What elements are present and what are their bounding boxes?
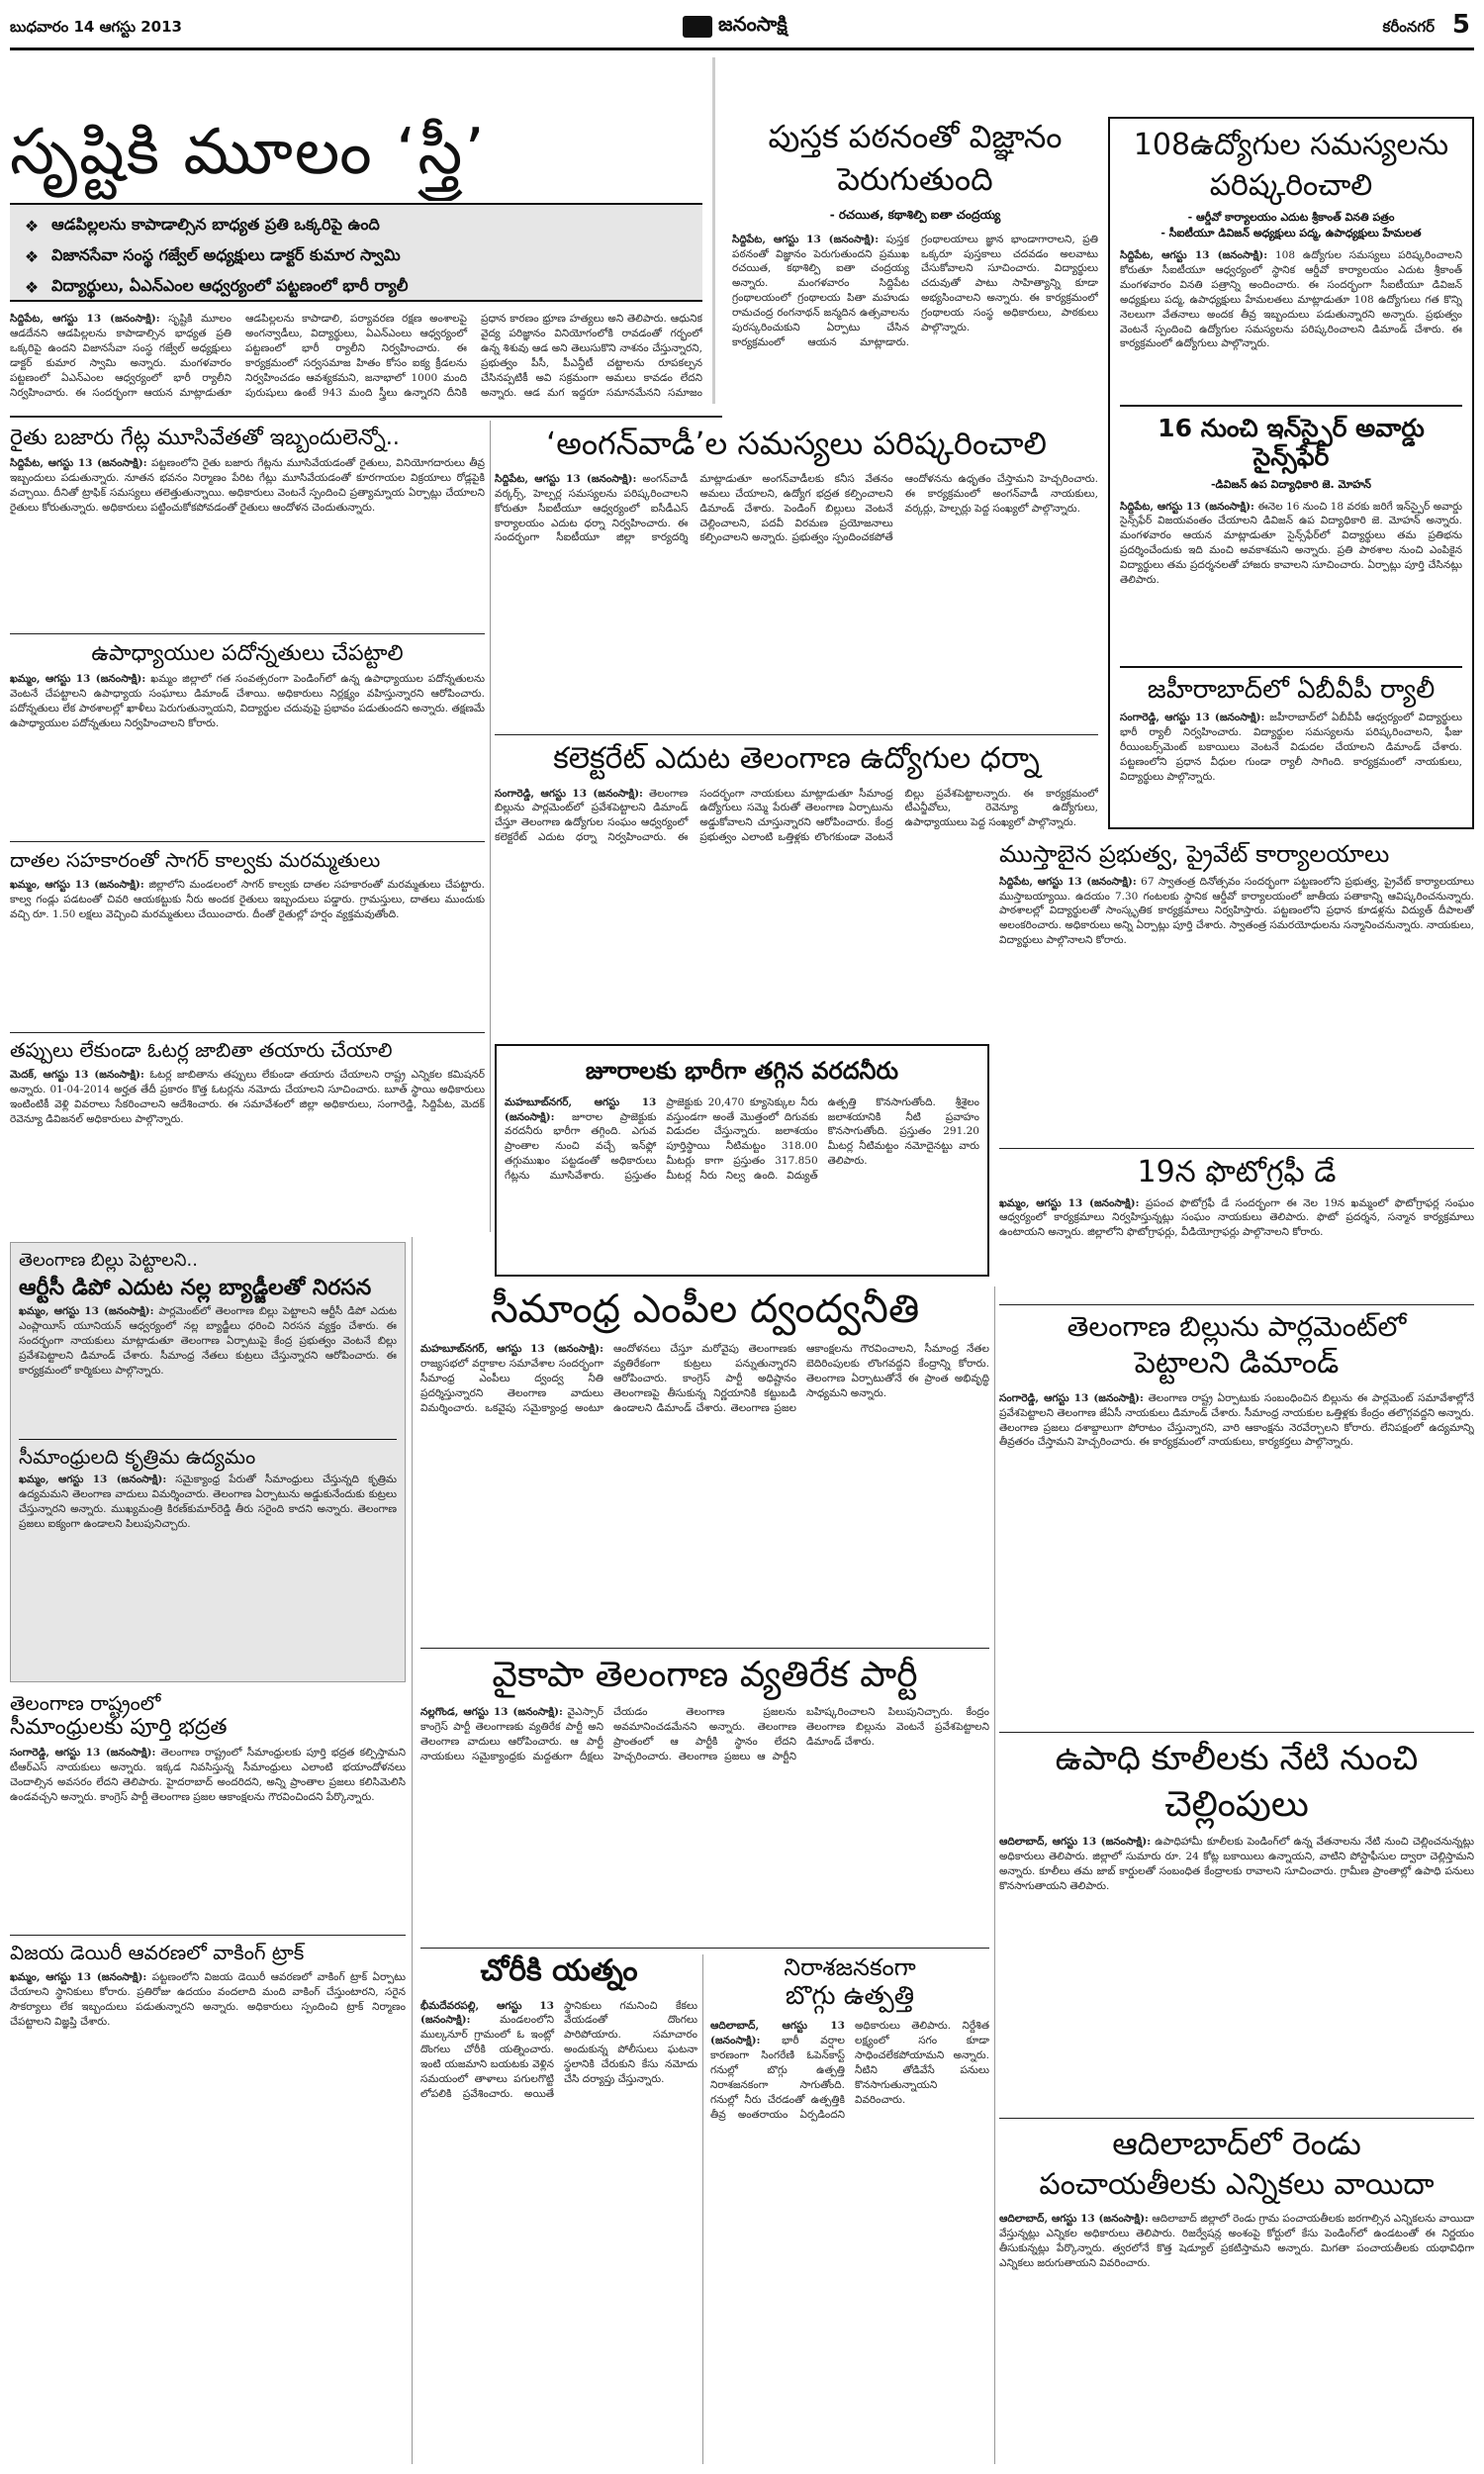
lead-headline: సృష్టికి మూలం ‘స్త్రీ’: [10, 117, 487, 189]
books-byline: - రచయిత, కథాశిల్పి ఐతా చంద్రయ్య: [829, 207, 1001, 222]
security-body: సంగారెడ్డి, ఆగస్టు 13 (జనంసాక్షి): తెలంగాణ రాష్ట్రంలో సీమాంధ్రులకు పూర్తి భద్రత కల్పిస్తామని టీఆర్ఎస్ నాయకులు అన్నారు. ఇక్కడ నివసిస్తున్న సీమాంధ్రులు ఎలాంటి భయాందోళనలు చెందాల్సిన అవసరం లేదని తెలిపారు. హైదరాబాద్ అందరిదని, అన్ని ప్రాంతాల ప్రజలు కలిసిమెలిసి ఉండవచ్చని అన్నారు. కాంగ్రెస్ పార్టీ తెలంగాణ ప్రజల ఆకాంక్షలను గౌరవించిందని పేర్కొన్నారు.: [10, 1747, 406, 1804]
rythu-headline: రైతు బజారు గేట్ల మూసివేతతో ఇబ్బందులెన్నో..: [10, 426, 400, 450]
employees-headline-1: 108ఉద్యోగుల సమస్యలను: [1133, 128, 1449, 162]
books-body: సిద్దిపేట, ఆగస్టు 13 (జనంసాక్షి): పుస్తక పఠనంతో విజ్ఞానం పెరుగుతుందని ప్రముఖ రచయిత, కథాశిల్పి ఐతా చంద్రయ్య అన్నారు. మంగళవారం సిద్దిపేట గ్రంథాలయంలో గ్రంథాలయ పితా మహుడు రామచంద్ర రంగనాథన్ జన్మదిన ఉత్సవాలను పురస్కరించుకుని ఏర్పాటు చేసిన కార్యక్రమంలో ఆయన మాట్లాడారు. గ్రంథాలయాలు జ్ఞాన భాండాగారాలని, ప్రతి ఒక్కరూ పుస్తకాలు చదవడం అలవాటు చేసుకోవాలని సూచించారు. విద్యార్థులు చదువుతో పాటు సాహిత్యాన్ని కూడా అభ్యసించాలని అన్నారు. ఈ కార్యక్రమంలో గ్రంథాలయ సంస్థ అధికారులు, పాఠకులు పాల్గొన్నారు.: [732, 233, 1098, 348]
coal-headline-2: బొగ్గు ఉత్పత్తి: [785, 1980, 915, 2011]
bullet-diamond-icon: ❖: [24, 278, 40, 297]
bullet-3: ❖ విద్యార్థులు, ఏఎన్ఎంల ఆధ్వర్యంలో పట్టణంలో భారీ ర్యాలీ: [24, 276, 409, 297]
rythu-body: సిద్దిపేట, ఆగస్టు 13 (జనంసాక్షి): పట్టణంలోని రైతు బజారు గేట్లను మూసివేయడంతో రైతులు, వినియోగదారులు తీవ్ర ఇబ్బందులు పడుతున్నారు. నూతన భవనం నిర్మాణం పేరిట గేట్లు మూసివేయడంతో కూరగాయల విక్రయాలు రోడ్లపైకి వచ్చాయి. దీనితో ట్రాఫిక్ సమస్యలు తలెత్తుతున్నాయి. అధికారులు వెంటనే స్పందించి ప్రత్యామ్నాయ ఏర్పాట్లు చేయాలని రైతులు కోరుతున్నారు. అధికారులు పట్టించుకోకపోవడంతో రైతులు ఆందోళన చెందుతున్నారు.: [10, 457, 485, 515]
bullet-2: ❖ విజానసేవా సంస్థ గజ్వేల్ అధ్యక్షులు డాక్టర్ కుమార స్వామి: [24, 245, 401, 266]
seemandhra-body: మహబూబ్‌నగర్, ఆగస్టు 13 (జనంసాక్షి): రాజ్యసభలో వర్షాకాల సమావేశాల సందర్భంగా సీమాంధ్ర ఎంపీలు ద్వంద్వ నీతి ప్రదర్శిస్తున్నారని తెలంగాణ వాదులు విమర్శించారు. ఒకవైపు సమైక్యాంధ్ర అంటూ ఆందోళనలు చేస్తూ మరోవైపు తెలంగాణకు వ్యతిరేకంగా కుట్రలు పన్నుతున్నారని ఆరోపించారు. కాంగ్రెస్ పార్టీ అధిష్టానం తెలంగాణపై తీసుకున్న నిర్ణయానికి కట్టుబడి ఉండాలని డిమాండ్ చేశారు. తెలంగాణ ప్రజల ఆకాంక్షలను గౌరవించాలని, సీమాంధ్ర నేతల బెదిరింపులకు లొంగవద్దని కేంద్రాన్ని కోరారు. తెలంగాణ ఏర్పాటుతోనే ఈ ప్రాంత అభివృద్ధి సాధ్యమని అన్నారు.: [420, 1343, 989, 1414]
paper-name: జనంసాక్షి: [718, 12, 788, 36]
coal-headline-1: నిరాశజనకంగా: [784, 1954, 916, 1981]
upadhi-story: [999, 1740, 1474, 2116]
sagar-body: ఖమ్మం, ఆగస్టు 13 (జనంసాక్షి): జిల్లాలోని మండలంలో సాగర్ కాల్వకు దాతల సహకారంతో మరమ్మతులు చేపట్టారు. కాల్వ గండ్లు పడటంతో చివరి ఆయకట్టుకు నీరు అందక రైతులు ఇబ్బందులు పడ్డారు. గ్రామస్తులు, దాతలు ముందుకు వచ్చి రూ. 1.50 లక్షలు వెచ్చించి మరమ్మతులు చేయించారు. దీంతో రైతుల్లో హర్షం వ్యక్తమవుతోంది.: [10, 879, 485, 920]
upadhi-headline-1: ఉపాధి కూలీలకు నేటి నుంచి: [1055, 1740, 1419, 1778]
panchayat-headline-1: ఆదిలాబాద్‌లో రెండు: [1112, 2126, 1361, 2162]
rtc-kicker: తెలంగాణ బిల్లు పెట్టాలని..: [19, 1250, 198, 1271]
rtc-story: [10, 1242, 406, 1682]
panchayat-headline-2: పంచాయతీలకు ఎన్నికలు వాయిదా: [1039, 2166, 1435, 2202]
lead-headline-block: [10, 117, 702, 201]
lead-bullets: [10, 203, 702, 302]
upadhi-body: ఆదిలాబాద్, ఆగస్టు 13 (జనంసాక్షి): ఉపాధిహామీ కూలీలకు పెండింగ్‌లో ఉన్న వేతనాలను నేటి నుంచి చెల్లించనున్నట్లు అధికారులు తెలిపారు. జిల్లాలో సుమారు రూ. 24 కోట్ల బకాయిలు ఉన్నాయని, వాటిని పోస్టాఫీసుల ద్వారా చెల్లిస్తామని అన్నారు. కూలీలు తమ జాబ్ కార్డులతో సంబంధిత కేంద్రాలకు రావాలని సూచించారు. గ్రామీణ ప్రాంతాల్లో ఉపాధి పనులు కొనసాగుతాయని తెలిపారు.: [999, 1836, 1474, 1893]
parliament-headline-1: తెలంగాణ బిల్లును పార్లమెంట్‌లో: [1067, 1311, 1407, 1343]
theft-body: భీమదేవరపల్లి, ఆగస్టు 13 (జనంసాక్షి): మండలంలోని ముల్కనూర్ గ్రామంలో ఓ ఇంట్లో దొంగలు చోరీకి యత్నించారు. ఇంటి యజమాని బయటకు వెళ్లిన సమయంలో తాళాలు పగులగొట్టి లోపలికి ప్రవేశించారు. అయితే స్థానికులు గమనించి కేకలు వేయడంతో దొంగలు పారిపోయారు. సమాచారం అందుకున్న పోలీసులు ఘటనా స్థలానికి చేరుకుని కేసు నమోదు చేసి దర్యాప్తు చేస్తున్నారు.: [420, 1999, 697, 2100]
books-story: [732, 119, 1098, 416]
ysrcp-story: [420, 1655, 989, 1942]
sagar-headline: దాతల సహకారంతో సాగర్ కాల్వకు మరమ్మతులు: [10, 849, 381, 872]
seemandhra-headline: సీమాంధ్ర ఎంపీల ద్వంద్వనీతి: [490, 1286, 920, 1332]
offices-headline: ముస్తాబైన ప్రభుత్వ, ప్రైవేట్ కార్యాలయాలు: [999, 841, 1390, 868]
masthead: [10, 8, 1474, 46]
lead-body: సిద్దిపేట, ఆగస్టు 13 (జనంసాక్షి): సృష్టికి మూలం ఆడదేనని ఆడపిల్లలను కాపాడాల్సిన భాధ్యత ప్రతి ఒక్కరిపై ఉందని విజానసేవా సంస్థ గజ్వేల్ అధ్యక్షులు డాక్టర్ కుమార స్వామి అన్నారు. మంగళవారం పట్టణంలో ఏఎన్ఎంల ఆధ్వర్యంలో భారీ ర్యాలీని నిర్వహించారు. ఈ సందర్భంగా ఆయన మాట్లాడుతూ ఆడపిల్లలను కాపాడాలి, పర్యావరణ రక్షణ అంశాలపై అంగన్వాడీలు, విద్యార్థులు, ఏఎన్ఎంలు ఆధ్వర్యంలో పట్టణంలో భారీ ర్యాలీని నిర్వహించారు. ఈ కార్యక్రమంలో సర్వసమాజ హితం కోసం ఐక్య క్రీడలను నిర్వహించడం ఆవశ్యకమని, జనాభాలో 1000 మంది పురుషులు ఉంటే 943 మంది స్త్రీలు ఉన్నారని దీనికి ప్రధాన కారణం భ్రూణ హత్యలు అని తెలిపారు. ఆధునిక వైద్య పరిజ్ఞానం వినియోగంలోకి రావడంతో గర్భంలో ఉన్న శిశువు ఆడ అని తెలుసుకొని నాశనం చేస్తున్నారని, ప్రభుత్వం పీసీ, పీఎన్డీటీ చట్టాలను రూపకల్పన చేసినప్పటికీ అవి సక్రమంగా అమలు కావడం లేదని అన్నారు. ఆడ మగ ఇద్దరూ సమానమేనని సమాజం: [10, 313, 702, 399]
voters-headline: తప్పులు లేకుండా ఓటర్ల జాబితా తయారు చేయాలి: [10, 1039, 393, 1062]
offices-body: సిద్దిపేట, ఆగస్టు 13 (జనంసాక్షి): 67 స్వాతంత్ర దినోత్సవం సందర్భంగా పట్టణంలోని ప్రభుత్వ, ప్రైవేట్ కార్యాలయాలు ముస్తాబయ్యాయి. ఉదయం 7.30 గంటలకు స్థానిక ఆర్డీవో కార్యాలయంలో జాతీయ పతాకాన్ని ఆవిష్కరించనున్నారు. పాఠశాలల్లో విద్యార్థులతో సాంస్కృతిక కార్యక్రమాలు నిర్వహిస్తారు. పట్టణంలోని ప్రధాన కూడళ్లను విద్యుత్ దీపాలతో అలంకరించారు. అధికారులు అన్ని ఏర్పాట్లు పూర్తి చేశారు. స్వాతంత్ర సమరయోధులను సన్మానించనున్నారు. నాయకులు, విద్యార్థులు పాల్గొనాలని కోరారు.: [999, 875, 1474, 947]
parliament-headline-2: పెట్టాలని డిమాండ్: [1134, 1346, 1340, 1381]
photo-day-body: ఖమ్మం, ఆగస్టు 13 (జనంసాక్షి): ప్రపంచ ఫొటోగ్రఫీ డే సందర్భంగా ఈ నెల 19న ఖమ్మంలో ఫొటోగ్రాఫర్ల సంఘం ఆధ్వర్యంలో కార్యక్రమాలు నిర్వహిస్తున్నట్లు సంఘం నాయకులు తెలిపారు. ఫొటో ప్రదర్శన, సన్మాన కార్యక్రమాలు ఉంటాయని అన్నారు. జిల్లాలోని ఫొటోగ్రాఫర్లు, వీడియోగ్రాఫర్లు పాల్గొనాలని కోరారు.: [999, 1196, 1474, 1239]
inspire-headline: 16 నుంచి ఇన్‌స్పైర్ అవార్డు సైన్స్‌ఫేర్: [1158, 414, 1425, 471]
page-number: 5: [1451, 10, 1470, 40]
walking-story: [10, 1942, 406, 2464]
lead-photo-text: [712, 57, 715, 404]
seemandhra-story: [420, 1286, 989, 1643]
photo-day-story: [999, 1156, 1474, 1294]
panchayat-body: ఆదిలాబాద్, ఆగస్టు 13 (జనంసాక్షి): ఆదిలాబాద్ జిల్లాలో రెండు గ్రామ పంచాయతీలకు జరగాల్సిన ఎన్నికలను వాయిదా వేస్తున్నట్లు ఎన్నికల అధికారులు తెలిపారు. రిజర్వేషన్ల అంశంపై కోర్టులో కేసు పెండింగ్‌లో ఉండటంతో ఈ నిర్ణయం తీసుకున్నట్లు పేర్కొన్నారు. త్వరలోనే కొత్త షెడ్యూల్ ప్రకటిస్తామని అన్నారు. మిగతా పంచాయతీలకు యథావిధిగా ఎన్నికలు జరుగుతాయని వివరించారు.: [999, 2213, 1474, 2270]
photo-day-headline: 19న ఫొటోగ్రఫీ డే: [1137, 1156, 1337, 1189]
parliament-body: సంగారెడ్డి, ఆగస్టు 13 (జనంసాక్షి): తెలంగాణ రాష్ట్ర ఏర్పాటుకు సంబంధించిన బిల్లును ఈ పార్లమెంట్ సమావేశాల్లోనే ప్రవేశపెట్టాలని తెలంగాణ జేఏసీ నాయకులు డిమాండ్ చేశారు. సీమాంధ్ర నాయకుల ఒత్తిళ్లకు కేంద్రం తలొగ్గవద్దని అన్నారు. తెలంగాణ ప్రజలు దశాబ్దాలుగా పోరాటం చేస్తున్నారని, వారి ఆకాంక్షను నెరవేర్చాలని కోరారు. లేనిపక్షంలో ఉద్యమాన్ని తీవ్రతరం చేస్తామని హెచ్చరించారు. ఈ కార్యక్రమంలో నాయకులు, కార్యకర్తలు పాల్గొన్నారు.: [999, 1391, 1474, 1449]
inspire-body: సిద్దిపేట, ఆగస్టు 13 (జనంసాక్షి): ఈనెల 16 నుంచి 18 వరకు జరిగే ఇన్‌స్పైర్ అవార్డు సైన్స్‌ఫేర్ విజయవంతం చేయాలని డివిజన్ ఉప విద్యాధికారి జె. మోహన్ అన్నారు. మంగళవారం ఆయన మాట్లాడుతూ సైన్స్‌ఫేర్‌లో విద్యార్థులు తమ ప్రతిభను ప్రదర్శించేందుకు ఇది మంచి అవకాశమని అన్నారు. ప్రతి పాఠశాల నుంచి ఎంపికైన విద్యార్థులు తమ ప్రదర్శనలతో హాజరు కావాలని సూచించారు. ఏర్పాట్లు పూర్తి చేసినట్లు తెలిపారు.: [1120, 500, 1462, 587]
teachers-headline: ఉపాధ్యాయుల పదోన్నతులు చేపట్టాలి: [91, 641, 404, 666]
bullet-1: ❖ ఆడపిల్లలను కాపాడాల్సిన బాధ్యత ప్రతి ఒక్కరిపై ఉంది: [24, 215, 380, 236]
lead-body-top: [470, 57, 702, 117]
inspire-byline: -డివిజన్ ఉప విద్యాధికారి జె. మోహన్: [1210, 477, 1372, 491]
coal-body: ఆదిలాబాద్, ఆగస్టు 13 (జనంసాక్షి): భారీ వర్షాల కారణంగా సింగరేణి ఓపెన్‌కాస్ట్ గనుల్లో బొగ్గు ఉత్పత్తి నిరాశజనకంగా సాగుతోంది. గనుల్లో నీరు చేరడంతో ఉత్పత్తికి తీవ్ర అంతరాయం ఏర్పడిందని అధికారులు తెలిపారు. నిర్దేశిత లక్ష్యంలో సగం కూడా సాధించలేకపోయామని అన్నారు. నీటిని తోడివేసే పనులు కొనసాగుతున్నాయని వివరించారు.: [710, 2020, 989, 2121]
ysrcp-headline: వైకాపా తెలంగాణ వ్యతిరేక పార్టీ: [492, 1655, 918, 1695]
panchayat-story: [999, 2126, 1474, 2464]
jurala-body: మహబూబ్‌నగర్, ఆగస్టు 13 (జనంసాక్షి): జూరాల ప్రాజెక్టుకు వరదనీరు భారీగా తగ్గింది. ఎగువ ప్రాంతాల నుంచి వచ్చే ఇన్‌ఫ్లో తగ్గుముఖం పట్టడంతో అధికారులు గేట్లను మూసివేశారు. ప్రస్తుతం ప్రాజెక్టుకు 20,470 క్యూసెక్కుల నీరు వస్తుండగా అంతే మొత్తంలో దిగువకు విడుదల చేస్తున్నారు. జలాశయం పూర్తిస్థాయి నీటిమట్టం 318.00 మీటర్లు కాగా ప్రస్తుతం 317.850 మీటర్ల నీరు నిల్వ ఉంది. విద్యుత్ ఉత్పత్తి కొనసాగుతోంది. శ్రీశైలం జలాశయానికి నీటి ప్రవాహం కొనసాగుతోంది. ప్రస్తుతం 291.20 మీటర్ల నీటిమట్టం నమోదైనట్టు వారు తెలిపారు.: [505, 1095, 979, 1183]
teachers-body: ఖమ్మం, ఆగస్టు 13 (జనంసాక్షి): ఖమ్మం జిల్లాలో గత సంవత్సరంగా పెండింగ్‌లో ఉన్న ఉపాధ్యాయుల పదోన్నతులను వెంటనే చేపట్టాలని ఉపాధ్యాయ సంఘాలు డిమాండ్ చేశాయి. అధికారులు నిర్లక్ష్యం వహిస్తున్నారని ఆరోపించారు. పదోన్నతులు లేక పాఠశాలల్లో ఖాళీలు పెరుగుతున్నాయని, విద్యార్థుల చదువుపై ప్రభావం పడుతుందని అన్నారు. తక్షణమే ఉపాధ్యాయుల పదోన్నతులు నిర్వహించాలని కోరారు.: [10, 673, 485, 730]
abvp-headline: జహీరాబాద్‌లో ఏబీవీపీ ర్యాలీ: [1147, 674, 1436, 705]
walking-body: ఖమ్మం, ఆగస్టు 13 (జనంసాక్షి): పట్టణంలోని విజయ డెయిరీ ఆవరణలో వాకింగ్ ట్రాక్ ఏర్పాటు చేయాలని స్థానికులు కోరారు. ప్రతిరోజు ఉదయం వందలాది మంది వాకింగ్ చేస్తుంటారని, సరైన సౌకర్యాలు లేక ఇబ్బందులు పడుతున్నారని అన్నారు. అధికారులు స్పందించి ట్రాక్ నిర్మాణం చేపట్టాలని విజ్ఞప్తి చేశారు.: [10, 1971, 406, 2028]
abvp-body: సంగారెడ్డి, ఆగస్టు 13 (జనంసాక్షి): జహీరాబాద్‌లో ఏబీవీపీ ఆధ్వర్యంలో విద్యార్థులు భారీ ర్యాలీ నిర్వహించారు. విద్యార్థుల సమస్యలను పరిష్కరించాలని, ఫీజు రీయింబర్స్‌మెంట్ బకాయిలు వెంటనే విడుదల చేయాలని డిమాండ్ చేశారు. పట్టణంలోని ప్రధాన వీధుల గుండా ర్యాలీ సాగింది. కార్యక్రమంలో నాయకులు, విద్యార్థులు పాల్గొన్నారు.: [1120, 712, 1462, 784]
theft-story: [420, 1954, 697, 2464]
rythu-story: [10, 426, 485, 628]
collectorate-headline: కలెక్టరేట్ ఎదుట తెలంగాణ ఉద్యోగుల ధర్నా: [553, 742, 1040, 776]
theft-headline: చోరీకి యత్నం: [480, 1954, 638, 1988]
anganwadi-headline: ‘అంగన్‌వాడీ’ల సమస్యలు పరిష్కరించాలి: [546, 426, 1047, 462]
voters-story: [10, 1039, 485, 1227]
artificial-body: ఖమ్మం, ఆగస్టు 13 (జనంసాక్షి): సమైక్యాంధ్ర పేరుతో సీమాంధ్రులు చేస్తున్నది కృత్రిమ ఉద్యమమని తెలంగాణ వాదులు విమర్శించారు. తెలంగాణ ఏర్పాటును అడ్డుకునేందుకు కుట్రలు చేస్తున్నారని అన్నారు. ముఖ్యమంత్రి కిరణ్‌కుమార్‌రెడ్డి తీరు సరైంది కాదని అన్నారు. తెలంగాణ ప్రజలు ఐక్యంగా ఉండాలని పిలుపునిచ్చారు.: [19, 1473, 397, 1530]
jurala-story: [495, 1044, 989, 1277]
employees-byline-1: - ఆర్డీవో కార్యాలయం ఎదుట శ్రీకాంత్ వినతి పత్రం: [1187, 211, 1395, 224]
employees-story: [1108, 117, 1474, 829]
anganwadi-body: సిద్దిపేట, ఆగస్టు 13 (జనంసాక్షి): అంగన్‌వాడీ వర్కర్స్, హెల్పర్ల సమస్యలను పరిష్కరించాలని కోరుతూ సీఐటీయూ ఆధ్వర్యంలో ఐసీడీఎస్ కార్యాలయం ఎదుట ధర్నా నిర్వహించారు. ఈ సందర్భంగా సీఐటీయూ జిల్లా కార్యదర్శి మాట్లాడుతూ అంగన్‌వాడీలకు కనీస వేతనం అమలు చేయాలని, ఉద్యోగ భద్రత కల్పించాలని డిమాండ్ చేశారు. పెండింగ్ బిల్లులు వెంటనే చెల్లించాలని, పదవీ విరమణ ప్రయోజనాలు కల్పించాలని అన్నారు. ప్రభుత్వం స్పందించకపోతే ఆందోళనను ఉధృతం చేస్తామని హెచ్చరించారు. ఈ కార్యక్రమంలో అంగన్‌వాడీ నాయకులు, వర్కర్లు, హెల్పర్లు పెద్ద సంఖ్యలో పాల్గొన్నారు.: [495, 472, 1098, 544]
employees-body: సిద్దిపేట, ఆగస్టు 13 (జనంసాక్షి): 108 ఉద్యోగుల సమస్యలు పరిష్కరించాలని కోరుతూ సీఐటీయూ ఆధ్వర్యంలో స్థానిక ఆర్డీవో కార్యాలయం ఎదుట శ్రీకాంత్ మంగళవారం వినతి పత్రాన్ని అందించారు. ఈ సందర్భంగా సీఐటీయూ డివిజన్ అధ్యక్షులు పద్మ, ఉపాధ్యక్షులు హేమలతలు మాట్లాడుతూ 108 ఉద్యోగులు గత కొన్ని నెలలుగా వేతనాలు అందక తీవ్ర ఇబ్బందులు పడుతున్నారని అన్నారు. ప్రభుత్వం వెంటనే స్పందించి ఉద్యోగుల సమస్యలను పరిష్కరించాలని డిమాండ్ చేశారు. ఈ కార్యక్రమంలో ఉద్యోగులు పాల్గొన్నారు.: [1120, 249, 1462, 350]
rtc-body: ఖమ్మం, ఆగస్టు 13 (జనంసాక్షి): పార్లమెంట్‌లో తెలంగాణ బిల్లు పెట్టాలని ఆర్టీసీ డిపో ఎదుట ఎంప్లాయీస్ యూనియన్ ఆధ్వర్యంలో నల్ల బ్యాడ్జీలు ధరించి నిరసన వ్యక్తం చేశారు. ఈ సందర్భంగా నాయకులు మాట్లాడుతూ తెలంగాణ ఏర్పాటుపై కేంద్ర ప్రభుత్వం వెంటనే బిల్లు ప్రవేశపెట్టాలని డిమాండ్ చేశారు. సీమాంధ్ర నేతలు కుట్రలు చేస్తున్నారని ఆరోపించారు. ఈ కార్యక్రమంలో కార్మికులు పాల్గొన్నారు.: [19, 1304, 397, 1377]
security-headline-1: తెలంగాణ రాష్ట్రంలో: [10, 1692, 161, 1715]
security-story: [10, 1692, 406, 1930]
offices-story: [999, 841, 1474, 1118]
employees-headline-2: పరిష్కరించాలి: [1209, 167, 1373, 203]
bullet-diamond-icon: ❖: [24, 217, 40, 236]
coal-story: [710, 1954, 989, 2464]
anganwadi-story: [495, 426, 1098, 732]
rtc-headline: ఆర్టీసీ డిపో ఎదుట నల్ల బ్యాడ్జీలతో నిరసన: [19, 1275, 372, 1300]
books-headline-1: పుస్తక పఠనంతో విజ్ఞానం: [768, 119, 1063, 155]
artificial-headline: సీమాంధ్రులది కృత్రిమ ఉద్యమం: [19, 1444, 256, 1469]
teachers-story: [10, 641, 485, 839]
sagar-story: [10, 849, 485, 1027]
security-headline-2: సీమాంధ్రులకు పూర్తి భద్రత: [10, 1715, 228, 1740]
masthead-logo: [683, 12, 788, 41]
voters-body: మెదక్, ఆగస్టు 13 (జనంసాక్షి): ఓటర్ల జాబితాను తప్పులు లేకుండా తయారు చేయాలని రాష్ట్ర ఎన్నికల కమిషనర్ అన్నారు. 01-04-2014 అర్హత తేదీ ప్రకారం కొత్త ఓటర్లను నమోదు చేయాలని సూచించారు. బూత్ స్థాయి అధికారులు ఇంటింటికీ వెళ్లి వివరాలు సేకరించాలని ఆదేశించారు. ఈ సమావేశంలో జిల్లా అధికారులు, సంగారెడ్డి, సిద్దిపేట, మెదక్ రెవెన్యూ డివిజనల్ అధికారులు పాల్గొన్నారు.: [10, 1069, 485, 1125]
books-headline-2: పెరుగుతుంది: [837, 159, 993, 198]
logo-icon: [683, 16, 712, 38]
upadhi-headline-2: చెల్లింపులు: [1164, 1784, 1309, 1826]
collectorate-body: సంగారెడ్డి, ఆగస్టు 13 (జనంసాక్షి): తెలంగాణ బిల్లును పార్లమెంట్‌లో ప్రవేశపెట్టాలని డిమాండ్ చేస్తూ తెలంగాణ ఉద్యోగుల సంఘం ఆధ్వర్యంలో కలెక్టరేట్ ఎదుట ధర్నా నిర్వహించారు. ఈ సందర్భంగా నాయకులు మాట్లాడుతూ సీమాంధ్ర ఉద్యోగులు సమ్మె పేరుతో తెలంగాణ ఏర్పాటును అడ్డుకోవాలని చూస్తున్నారని ఆరోపించారు. కేంద్ర ప్రభుత్వం ఎలాంటి ఒత్తిళ్లకు లొంగకుండా వెంటనే బిల్లు ప్రవేశపెట్టాలన్నారు. ఈ కార్యక్రమంలో టీఎన్జీవోలు, రెవెన్యూ ఉద్యోగులు, ఉపాధ్యాయులు పెద్ద సంఖ్యలో పాల్గొన్నారు.: [495, 787, 1098, 844]
employees-byline-2: - సీఐటీయూ డివిజన్ అధ్యక్షులు పద్మ, ఉపాధ్యక్షులు హేమలత: [1160, 227, 1422, 239]
jurala-headline: జూరాలకు భారీగా తగ్గిన వరదనీరు: [505, 1054, 979, 1090]
parliament-story: [999, 1311, 1474, 1727]
bullet-diamond-icon: ❖: [24, 247, 40, 266]
masthead-edition: కరీంనగర్: [1382, 18, 1435, 36]
walking-headline: విజయ డెయిరీ ఆవరణలో వాకింగ్ ట్రాక్: [10, 1942, 305, 1964]
masthead-date: బుధవారం 14 ఆగస్టు 2013: [10, 18, 182, 36]
ysrcp-body: నల్లగొండ, ఆగస్టు 13 (జనంసాక్షి): వైఎస్సార్ కాంగ్రెస్ పార్టీ తెలంగాణకు వ్యతిరేక పార్టీ అని తెలంగాణ వాదులు ఆరోపించారు. ఆ పార్టీ నాయకులు సమైక్యాంధ్రకు మద్దతుగా దీక్షలు చేయడం తెలంగాణ ప్రజలను అవమానించడమేనని అన్నారు. తెలంగాణ ప్రాంతంలో ఆ పార్టీకి స్థానం లేదని హెచ్చరించారు. తెలంగాణ ప్రజలు ఆ పార్టీని బహిష్కరించాలని పిలుపునిచ్చారు. కేంద్రం తెలంగాణ బిల్లును వెంటనే ప్రవేశపెట్టాలని డిమాండ్ చేశారు.: [420, 1706, 989, 1763]
